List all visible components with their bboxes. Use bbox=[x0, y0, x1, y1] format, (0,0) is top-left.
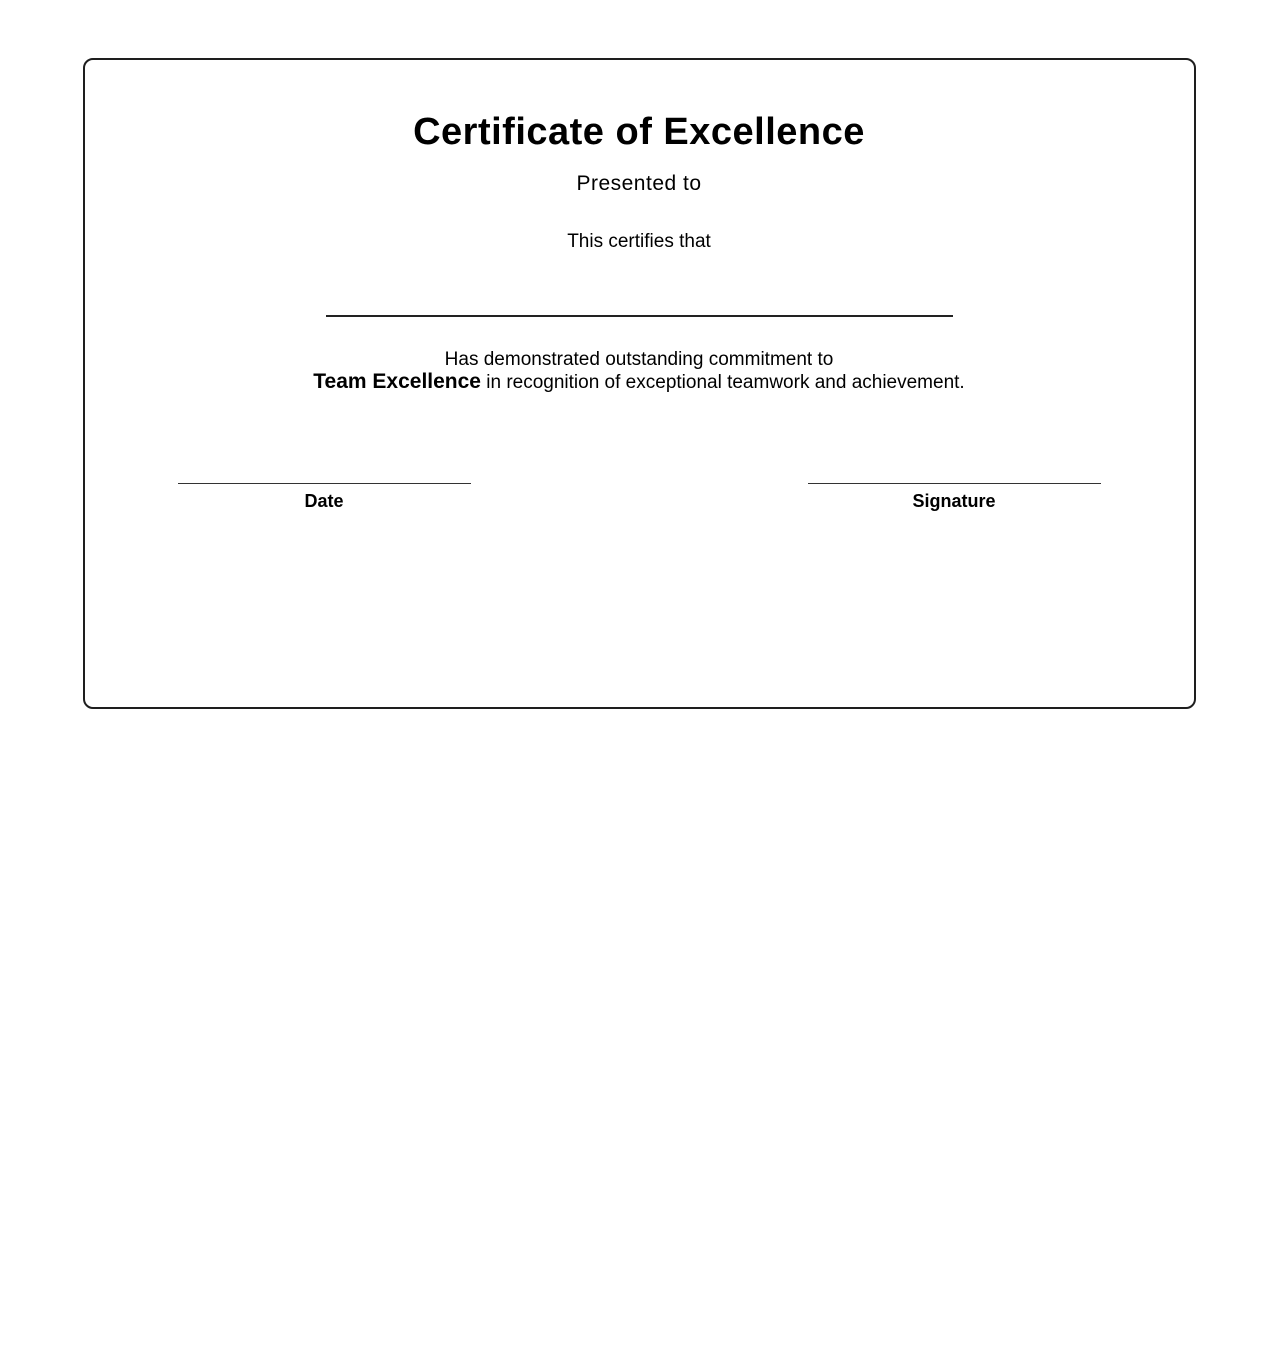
presented-to-subtitle: Presented to bbox=[576, 172, 702, 195]
signature-label: Signature bbox=[912, 491, 996, 511]
date-label: Date bbox=[304, 491, 344, 511]
commitment-line1: Has demonstrated outstanding commitment to bbox=[444, 349, 834, 370]
commitment-text bbox=[85, 349, 1194, 394]
certificate-title: Certificate of Excellence bbox=[413, 111, 865, 153]
certifies-text: This certifies that bbox=[567, 231, 711, 252]
date-block bbox=[178, 483, 471, 511]
certificate-card bbox=[83, 58, 1196, 709]
recipient-name-line bbox=[326, 315, 953, 317]
signature-block bbox=[808, 483, 1101, 511]
commitment-line2-rest: in recognition of exceptional teamwork and achievement. bbox=[480, 372, 965, 393]
award-name: Team Excellence bbox=[313, 370, 481, 393]
signature-row bbox=[85, 483, 1194, 511]
